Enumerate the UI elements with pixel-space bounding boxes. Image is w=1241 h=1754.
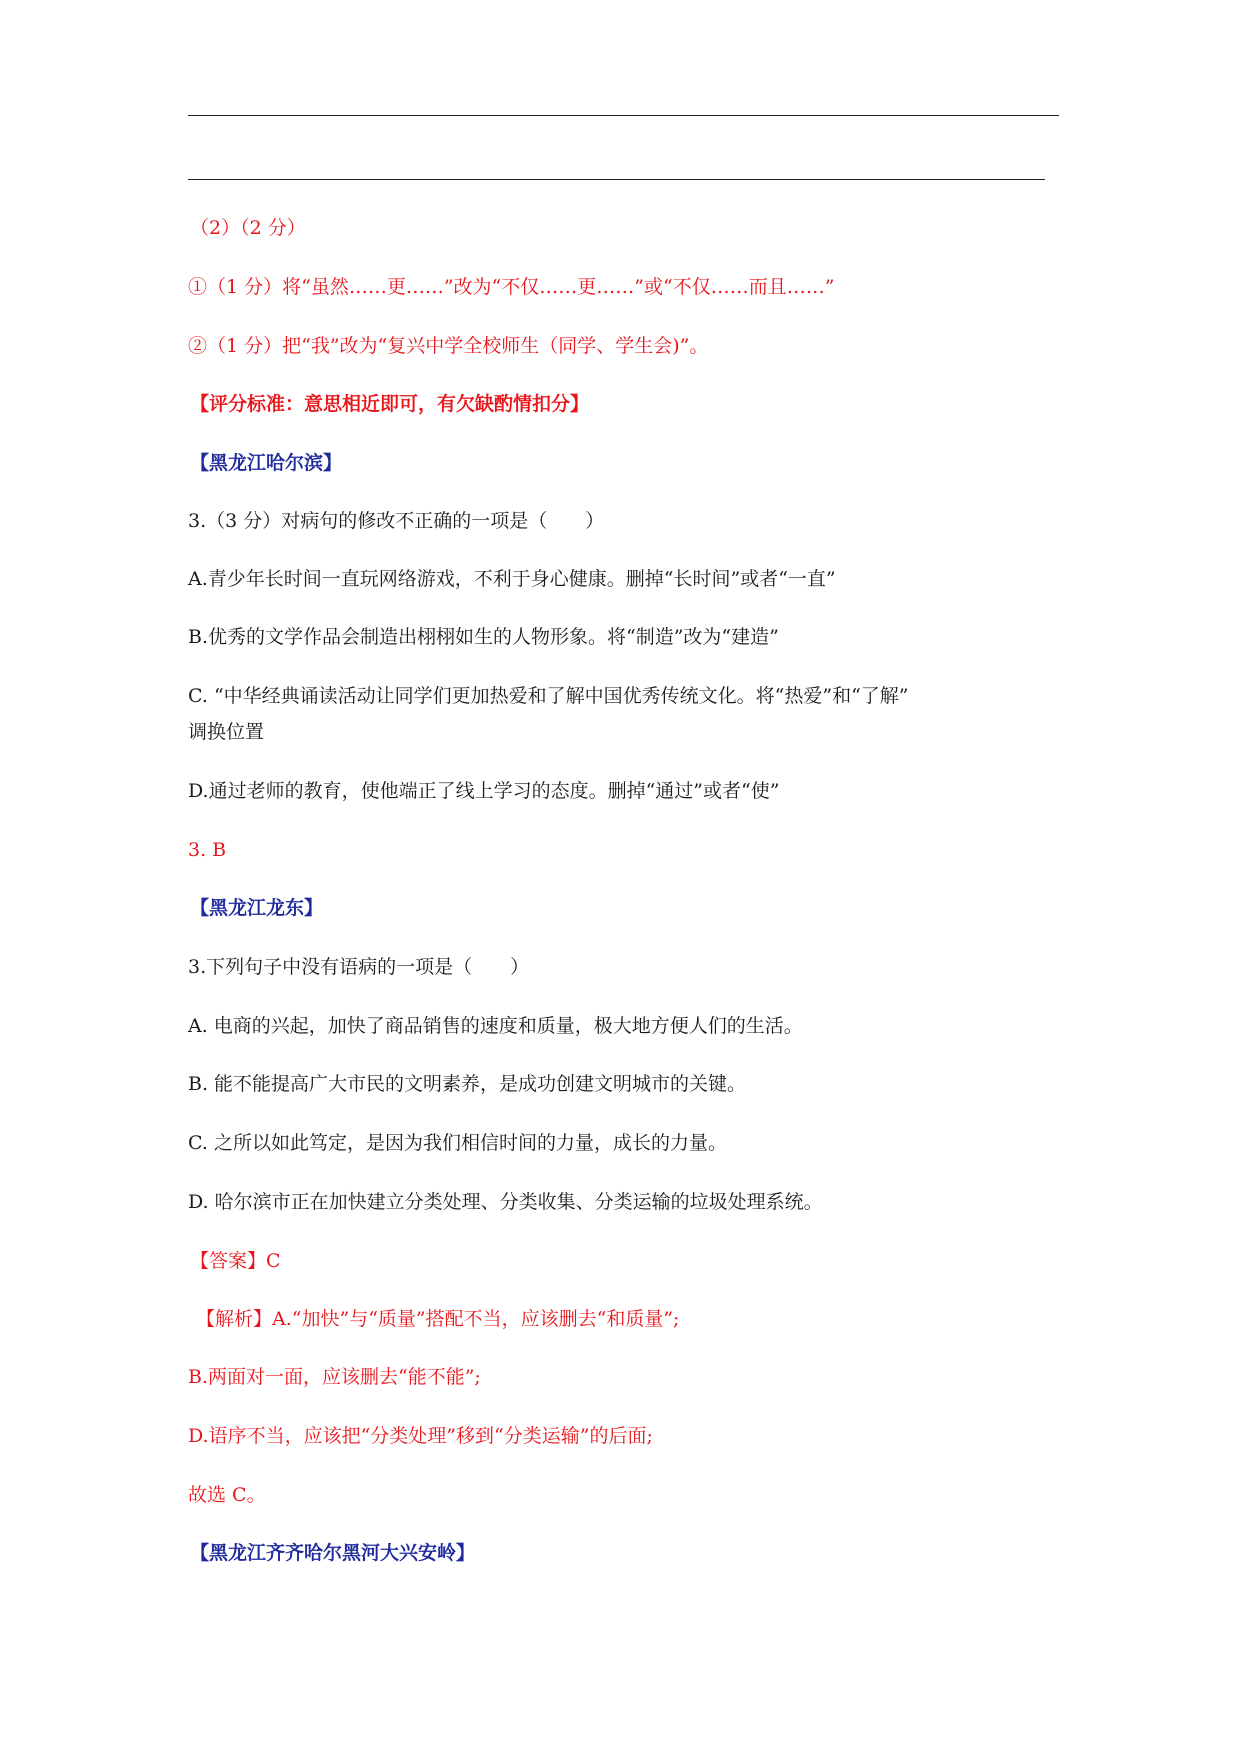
answer-2-header: （2）（2 分） [190,217,306,239]
region-heading-qiqihar: 【黑龙江齐齐哈尔黑河大兴安岭】 [190,1542,476,1564]
region-heading-longdong: 【黑龙江龙东】 [190,897,324,919]
answer-2-item-1: ①（1 分）将“虽然……更……”改为“不仅……更……”或“不仅……而且……” [188,276,835,298]
option-d-longdong: D. 哈尔滨市正在加快建立分类处理、分类收集、分类运输的垃圾处理系统。 [188,1191,823,1213]
option-d-harbin: D.通过老师的教育，使他端正了线上学习的态度。删掉“通过”或者“使” [188,780,780,802]
option-a-harbin: A.青少年长时间一直玩网络游戏，不利于身心健康。删掉“长时间”或者“一直” [188,568,836,590]
top-rule [188,115,1059,116]
option-b-harbin: B.优秀的文学作品会制造出栩栩如生的人物形象。将“制造”改为“建造” [188,626,779,648]
question-longdong: 3.下列句子中没有语病的一项是（ ） [188,956,530,978]
answer-harbin: 3. B [188,839,227,861]
option-b-longdong: B. 能不能提高广大市民的文明素养，是成功创建文明城市的关键。 [188,1073,747,1095]
question-harbin: 3.（3 分）对病句的修改不正确的一项是（ ） [188,510,605,532]
answer-longdong: 【答案】C [190,1250,281,1272]
option-c-harbin-line-2: 调换位置 [188,721,265,743]
analysis-line-3: D.语序不当，应该把“分类处理”移到“分类运输”的后面; [188,1425,653,1447]
option-a-longdong: A. 电商的兴起，加快了商品销售的速度和质量，极大地方便人们的生活。 [188,1015,803,1037]
option-c-harbin-line-1: C. “中华经典诵读活动让同学们更加热爱和了解中国优秀传统文化。将“热爱”和“了解” [188,685,909,707]
analysis-line-2: B.两面对一面，应该删去“能不能”; [188,1366,481,1388]
region-heading-harbin: 【黑龙江哈尔滨】 [190,452,343,474]
option-c-longdong: C. 之所以如此笃定，是因为我们相信时间的力量，成长的力量。 [188,1132,727,1154]
conclusion: 故选 C。 [188,1484,266,1506]
analysis-line-1: 【解析】A.“加快”与“质量”搭配不当，应该删去“和质量”; [196,1308,680,1330]
scoring-criteria: 【评分标准：意思相近即可，有欠缺酌情扣分】 [190,393,590,415]
answer-2-item-2: ②（1 分）把“我”改为“复兴中学全校师生（同学、学生会)”。 [188,335,709,357]
answer-blank-line [188,179,1045,180]
